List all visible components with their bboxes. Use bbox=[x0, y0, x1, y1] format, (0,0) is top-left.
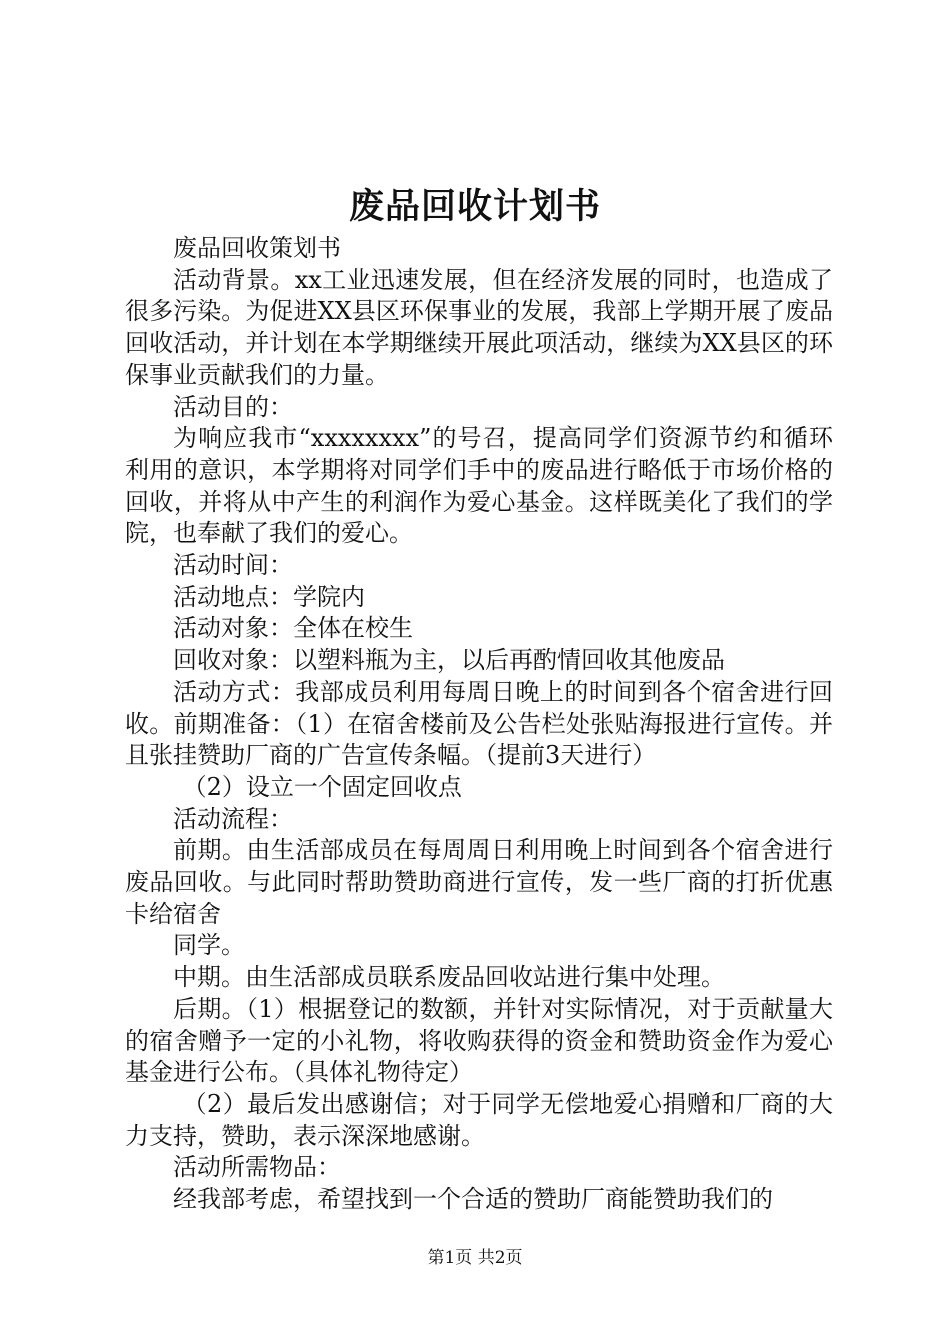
document-body bbox=[125, 233, 833, 1216]
paragraph-process-heading: 活动流程： bbox=[173, 804, 293, 833]
paragraph-late-stage: 后期。（1）根据登记的数额，并针对实际情况，对于贡献量大的宿舍赠予一定的小礼物，将收购获得的资金和赞助资金作为爱心基金进行公布。（具体礼物待定） bbox=[125, 994, 833, 1087]
paragraph-supplies: 经我部考虑，希望找到一个合适的赞助厂商能赞助我们的 bbox=[173, 1185, 773, 1214]
paragraph-mid-stage: 中期。由生活部成员联系废品回收站进行集中处理。 bbox=[173, 963, 725, 992]
page-footer: 第1页 共2页 bbox=[427, 1248, 523, 1268]
paragraph-early-stage: 前期。由生活部成员在每周周日利用晚上时间到各个宿舍进行废品回收。与此同时帮助赞助商进行宣传，发一些厂商的打折优惠卡给宿舍 bbox=[125, 836, 833, 928]
paragraph-location: 活动地点：学院内 bbox=[173, 582, 365, 611]
paragraph-method: 活动方式：我部成员利用每周日晚上的时间到各个宿舍进行回收。前期准备：（1）在宿舍楼前及公告栏处张贴海报进行宣传。并且张挂赞助厂商的广告宣传条幅。（提前3天进行） bbox=[125, 677, 833, 770]
document-title: 废品回收计划书 bbox=[348, 186, 601, 227]
paragraph-supplies-heading: 活动所需物品： bbox=[173, 1153, 341, 1182]
paragraph-purpose-heading: 活动目的： bbox=[173, 392, 293, 421]
paragraph-recycle-target: 回收对象：以塑料瓶为主，以后再酌情回收其他废品 bbox=[173, 646, 725, 675]
paragraph-purpose: 为响应我市“xxxxxxxx”的号召，提高同学们资源节约和循环利用的意识，本学期将对同学们手中的废品进行略低于市场价格的回收，并将从中产生的利润作为爱心基金。这样既美化了我们的学院，也奉献了我们的爱心。 bbox=[125, 424, 833, 548]
paragraph-late-stage-step2: （2）最后发出感谢信；对于同学无偿地爱心捐赠和厂商的大力支持，赞助，表示深深地感谢。 bbox=[125, 1089, 833, 1150]
paragraph-subtitle: 废品回收策划书 bbox=[173, 234, 341, 262]
paragraph-method-step2: （2）设立一个固定回收点 bbox=[182, 772, 462, 801]
paragraph-background: 活动背景。xx工业迅速发展，但在经济发展的同时，也造成了很多污染。为促进XX县区环保事业的发展，我部上学期开展了废品回收活动，并计划在本学期继续开展此项活动，继续为XX县区的环保事业贡献我们的力量。 bbox=[125, 265, 833, 389]
paragraph-time: 活动时间： bbox=[173, 551, 293, 580]
paragraph-early-stage-cont: 同学。 bbox=[173, 931, 245, 960]
paragraph-audience: 活动对象：全体在校生 bbox=[173, 614, 413, 643]
